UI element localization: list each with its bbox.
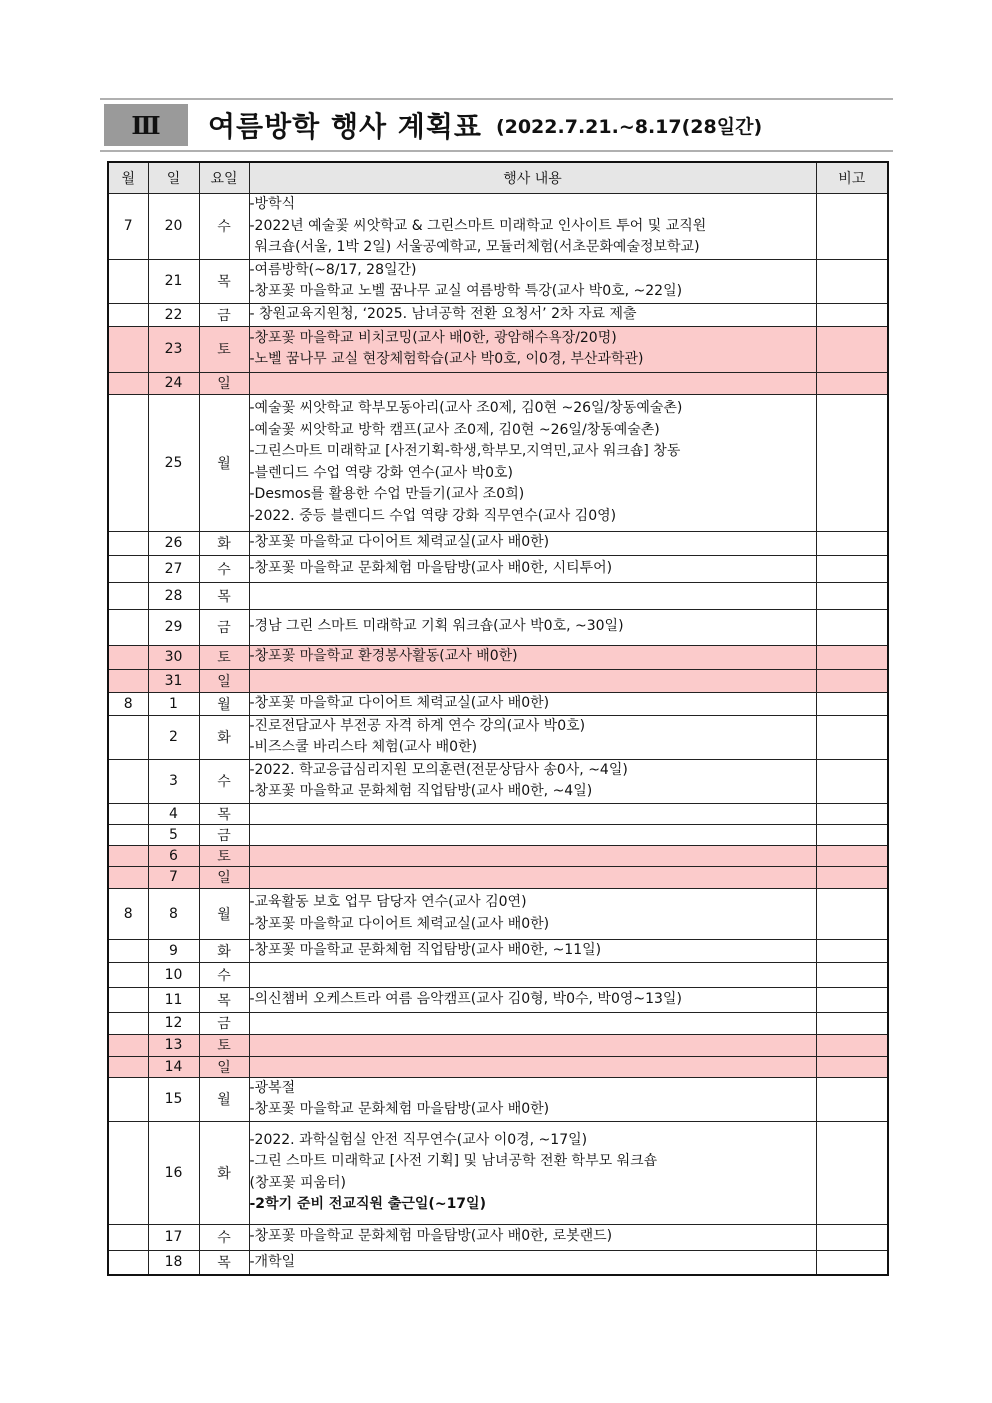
month-cell (108, 669, 148, 692)
weekday-cell: 금 (199, 303, 249, 326)
event-item: -경남 그린 스마트 미래학교 기획 워크숍(교사 박0호, ~30일) (249, 618, 624, 635)
month-cell (108, 759, 148, 803)
table-row (108, 194, 888, 260)
table-row (108, 1077, 888, 1121)
weekday-cell: 목 (199, 259, 249, 303)
events-cell (249, 194, 816, 260)
weekday-cell: 일 (199, 669, 249, 692)
event-item: -노벨 꿈나무 교실 현장체험학습(교사 박0호, 이0경, 부산과학관) (249, 351, 644, 367)
event-item: -그린 스마트 미래학교 [사전 기획] 및 남녀공학 전환 학부모 워크숍 (249, 1153, 658, 1169)
day-cell: 10 (148, 962, 199, 987)
month-cell (108, 962, 148, 987)
table-row (108, 645, 888, 669)
note-cell (816, 1077, 888, 1121)
note-cell (816, 669, 888, 692)
table-row (108, 987, 888, 1012)
event-item: -예술꽃 씨앗학교 방학 캠프(교사 조0제, 김0현 ~26일/창동예술촌) (249, 421, 660, 438)
month-cell (108, 555, 148, 582)
day-cell: 17 (148, 1224, 199, 1250)
events-cell (249, 692, 816, 715)
note-cell (816, 962, 888, 987)
day-cell: 31 (148, 669, 199, 692)
day-cell: 9 (148, 939, 199, 962)
day-cell: 4 (148, 803, 199, 824)
title-period: (2022.7.21.~8.17(28일간) (495, 115, 763, 138)
day-cell: 11 (148, 987, 199, 1012)
weekday-cell: 금 (199, 824, 249, 845)
event-item: -창포꽃 마을학교 문화체험 직업탐방(교사 배0한, ~11일) (249, 941, 602, 958)
weekday-cell: 일 (199, 866, 249, 888)
note-cell (816, 987, 888, 1012)
weekday-cell: 수 (199, 1224, 249, 1250)
weekday-cell: 수 (199, 555, 249, 582)
weekday-cell: 목 (199, 582, 249, 609)
event-item: -방학식 (249, 196, 296, 212)
note-cell (816, 1056, 888, 1077)
note-cell (816, 326, 888, 372)
weekday-cell: 토 (199, 845, 249, 866)
month-cell (108, 326, 148, 372)
month-cell (108, 303, 148, 326)
day-cell: 21 (148, 259, 199, 303)
event-item: -창포꽃 마을학교 문화체험 직업탐방(교사 배0한, ~4일) (249, 783, 593, 799)
weekday-cell: 금 (199, 1012, 249, 1034)
month-cell (108, 987, 148, 1012)
note-cell (816, 1224, 888, 1250)
table-row (108, 962, 888, 987)
events-cell (249, 372, 816, 394)
note-cell (816, 555, 888, 582)
month-cell (108, 1224, 148, 1250)
day-cell: 2 (148, 715, 199, 759)
weekday-cell: 일 (199, 1056, 249, 1077)
section-title-bar (100, 98, 893, 152)
section-number: Ⅲ (104, 104, 188, 146)
event-item: -진로전담교사 부전공 자격 하계 연수 강의(교사 박0호) (249, 717, 586, 734)
events-cell (249, 531, 816, 555)
event-item: -창포꽃 마을학교 문화체험 마을탐방(교사 배0한) (249, 1101, 550, 1117)
table-row (108, 1224, 888, 1250)
events-cell (249, 1012, 816, 1034)
events-cell (249, 303, 816, 326)
weekday-cell: 월 (199, 1077, 249, 1121)
month-cell (108, 866, 148, 888)
weekday-cell: 화 (199, 1121, 249, 1224)
note-cell (816, 866, 888, 888)
event-item: -여름방학(~8/17, 28일간) (249, 261, 417, 278)
header-events: 행사 내용 (249, 162, 816, 194)
weekday-cell: 화 (199, 939, 249, 962)
table-row (108, 888, 888, 939)
events-cell (249, 394, 816, 531)
day-cell: 26 (148, 531, 199, 555)
header-note: 비고 (816, 162, 888, 194)
table-row (108, 845, 888, 866)
month-cell (108, 845, 148, 866)
weekday-cell: 화 (199, 531, 249, 555)
events-cell (249, 259, 816, 303)
event-item: -개학일 (249, 1253, 296, 1270)
day-cell: 20 (148, 194, 199, 260)
events-cell (249, 866, 816, 888)
events-cell (249, 669, 816, 692)
table-row (108, 759, 888, 803)
month-cell (108, 715, 148, 759)
weekday-cell: 수 (199, 759, 249, 803)
events-cell (249, 939, 816, 962)
month-cell (108, 372, 148, 394)
table-body (108, 194, 888, 1276)
day-cell: 7 (148, 866, 199, 888)
event-item: -2022년 예술꽃 씨앗학교 & 그린스마트 미래학교 인사이트 투어 및 교직원 (249, 217, 707, 234)
event-item: -창포꽃 마을학교 환경봉사활동(교사 배0한) (249, 648, 518, 665)
note-cell (816, 824, 888, 845)
weekday-cell: 월 (199, 888, 249, 939)
table-row (108, 1012, 888, 1034)
day-cell: 13 (148, 1034, 199, 1056)
table-row (108, 1056, 888, 1077)
weekday-cell: 월 (199, 394, 249, 531)
day-cell: 22 (148, 303, 199, 326)
event-item: -창포꽃 마을학교 다이어트 체력교실(교사 배0한) (249, 534, 550, 551)
table-row (108, 824, 888, 845)
events-cell (249, 609, 816, 645)
table-row (108, 803, 888, 824)
title-heading: 여름방학 행사 계획표 (208, 110, 482, 143)
note-cell (816, 1250, 888, 1275)
day-cell: 3 (148, 759, 199, 803)
event-item: -비즈스쿨 바리스타 체험(교사 배0한) (249, 739, 478, 755)
month-cell (108, 1077, 148, 1121)
month-cell (108, 939, 148, 962)
month-cell (108, 1056, 148, 1077)
table-row (108, 582, 888, 609)
table-row (108, 692, 888, 715)
month-cell: 8 (108, 888, 148, 939)
events-cell (249, 715, 816, 759)
weekday-cell: 금 (199, 609, 249, 645)
header-day: 일 (148, 162, 199, 194)
note-cell (816, 1034, 888, 1056)
weekday-cell: 수 (199, 962, 249, 987)
table-row (108, 1250, 888, 1275)
event-item: -예술꽃 씨앗학교 학부모동아리(교사 조0제, 김0현 ~26일/창동예술촌) (249, 400, 683, 416)
note-cell (816, 303, 888, 326)
weekday-cell: 목 (199, 987, 249, 1012)
events-cell (249, 759, 816, 803)
event-item: -창포꽃 마을학교 문화체험 마을탐방(교사 배0한, 시티투어) (249, 559, 613, 576)
day-cell: 14 (148, 1056, 199, 1077)
note-cell (816, 692, 888, 715)
events-cell (249, 1056, 816, 1077)
events-cell (249, 962, 816, 987)
events-cell (249, 1077, 816, 1121)
weekday-cell: 목 (199, 803, 249, 824)
day-cell: 23 (148, 326, 199, 372)
table-row (108, 1034, 888, 1056)
table-row (108, 259, 888, 303)
weekday-cell: 월 (199, 692, 249, 715)
note-cell (816, 531, 888, 555)
day-cell: 24 (148, 372, 199, 394)
day-cell: 28 (148, 582, 199, 609)
note-cell (816, 803, 888, 824)
table-row (108, 1121, 888, 1224)
event-item: -교육활동 보호 업무 담당자 연수(교사 김0연) (249, 894, 527, 910)
weekday-cell: 토 (199, 326, 249, 372)
table-row (108, 394, 888, 531)
day-cell: 18 (148, 1250, 199, 1275)
month-cell (108, 1012, 148, 1034)
day-cell: 29 (148, 609, 199, 645)
table-row (108, 303, 888, 326)
note-cell (816, 372, 888, 394)
month-cell (108, 1121, 148, 1224)
events-cell (249, 645, 816, 669)
event-item: -Desmos를 활용한 수업 만들기(교사 조0희) (249, 486, 525, 502)
note-cell (816, 645, 888, 669)
table-row (108, 715, 888, 759)
event-item: -2022. 학교응급심리지원 모의훈련(전문상담사 송0사, ~4일) (249, 761, 628, 778)
event-item: -블렌디드 수업 역량 강화 연수(교사 박0호) (249, 464, 514, 481)
events-cell (249, 555, 816, 582)
event-item: -의신챔버 오케스트라 여름 음악캠프(교사 김0형, 박0수, 박0영~13일) (249, 990, 682, 1007)
table-header-row (108, 162, 888, 194)
note-cell (816, 394, 888, 531)
event-schedule-table (107, 161, 889, 1276)
day-cell: 8 (148, 888, 199, 939)
note-cell (816, 194, 888, 260)
event-item: -창포꽃 마을학교 비치코밍(교사 배0한, 광암해수욕장/20명) (249, 329, 617, 346)
event-item: -2022. 중등 블렌디드 수업 역량 강화 직무연수(교사 김0영) (249, 507, 617, 524)
note-cell (816, 1121, 888, 1224)
month-cell (108, 1034, 148, 1056)
weekday-cell: 토 (199, 645, 249, 669)
events-cell (249, 582, 816, 609)
month-cell: 7 (108, 194, 148, 260)
month-cell (108, 803, 148, 824)
events-cell (249, 845, 816, 866)
day-cell: 15 (148, 1077, 199, 1121)
month-cell (108, 645, 148, 669)
event-item: -창포꽃 마을학교 다이어트 체력교실(교사 배0한) (249, 915, 550, 932)
event-item: -창포꽃 마을학교 문화체험 마을탐방(교사 배0한, 로봇랜드) (249, 1228, 613, 1245)
events-cell (249, 824, 816, 845)
note-cell (816, 582, 888, 609)
month-cell (108, 582, 148, 609)
day-cell: 16 (148, 1121, 199, 1224)
month-cell (108, 531, 148, 555)
day-cell: 1 (148, 692, 199, 715)
note-cell (816, 759, 888, 803)
note-cell (816, 609, 888, 645)
day-cell: 12 (148, 1012, 199, 1034)
event-item: - 창원교육지원청, ‘2025. 남녀공학 전환 요청서’ 2차 자료 제출 (249, 305, 637, 322)
table-row (108, 555, 888, 582)
events-cell (249, 1034, 816, 1056)
day-cell: 30 (148, 645, 199, 669)
month-cell (108, 824, 148, 845)
event-item: -2022. 과학실험실 안전 직무연수(교사 이0경, ~17일) (249, 1131, 588, 1148)
table-row (108, 531, 888, 555)
header-weekday: 요일 (199, 162, 249, 194)
events-cell (249, 326, 816, 372)
page-title (208, 104, 762, 146)
table-row (108, 866, 888, 888)
note-cell (816, 1012, 888, 1034)
event-item: 워크숍(서울, 1박 2일) 서울공예학교, 모듈러체험(서초문화예술정보학교) (254, 239, 700, 255)
month-cell (108, 609, 148, 645)
events-cell (249, 803, 816, 824)
event-item: (창포꽃 피움터) (249, 1174, 347, 1191)
day-cell: 25 (148, 394, 199, 531)
month-cell (108, 1250, 148, 1275)
note-cell (816, 259, 888, 303)
table-row (108, 326, 888, 372)
weekday-cell: 목 (199, 1250, 249, 1275)
note-cell (816, 888, 888, 939)
event-item: -창포꽃 마을학교 다이어트 체력교실(교사 배0한) (249, 694, 550, 711)
month-cell: 8 (108, 692, 148, 715)
table-row (108, 669, 888, 692)
month-cell (108, 394, 148, 531)
weekday-cell: 수 (199, 194, 249, 260)
day-cell: 27 (148, 555, 199, 582)
table-row (108, 939, 888, 962)
note-cell (816, 939, 888, 962)
day-cell: 5 (148, 824, 199, 845)
note-cell (816, 715, 888, 759)
events-cell (249, 987, 816, 1012)
event-item: -그린스마트 미래학교 [사전기획-학생,학부모,지역민,교사 워크숍] 창동 (249, 443, 681, 459)
header-month: 월 (108, 162, 148, 194)
weekday-cell: 일 (199, 372, 249, 394)
events-cell (249, 1121, 816, 1224)
table-row (108, 372, 888, 394)
event-item: -광복절 (249, 1079, 296, 1096)
table-row (108, 609, 888, 645)
weekday-cell: 화 (199, 715, 249, 759)
event-item: -창포꽃 마을학교 노벨 꿈나무 교실 여름방학 특강(교사 박0호, ~22일) (249, 283, 683, 299)
weekday-cell: 토 (199, 1034, 249, 1056)
note-cell (816, 845, 888, 866)
day-cell: 6 (148, 845, 199, 866)
events-cell (249, 1250, 816, 1275)
events-cell (249, 888, 816, 939)
event-item: -2학기 준비 전교직원 출근일(~17일) (249, 1196, 486, 1212)
events-cell (249, 1224, 816, 1250)
month-cell (108, 259, 148, 303)
